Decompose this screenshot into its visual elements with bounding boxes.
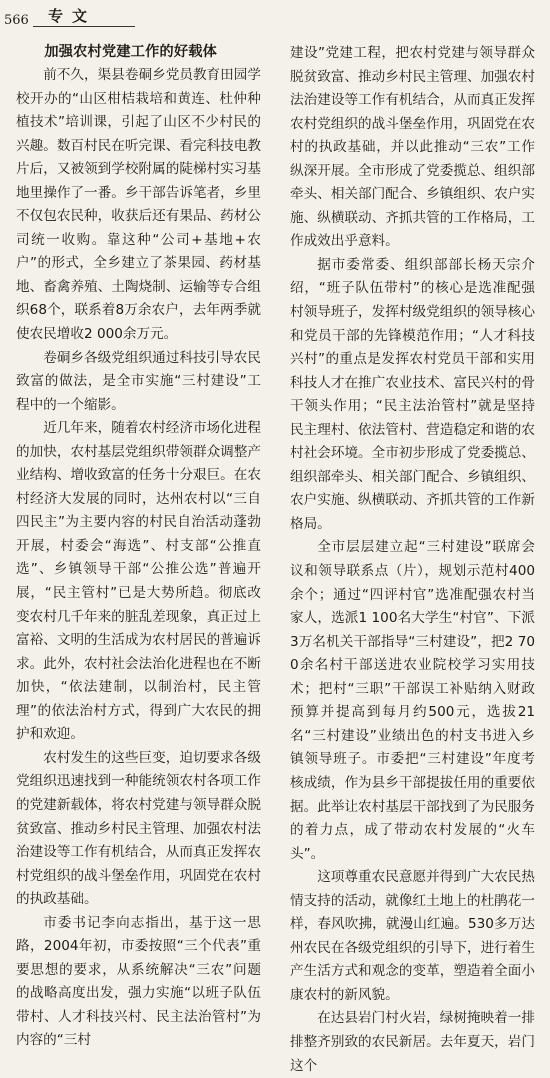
page-header [0, 0, 550, 34]
paragraph: 全市层层建立起“三村建设”联席会议和领导联系点（片），规划示范村400余个；通过“四评村官”选准配强农村当家人，选派1 100名大学生“村官”、下派3万名机关干部指导“三村建设”，把2 700余名村干部送进农业院校学习实用技术；把村“三职”干部误工补贴纳入财政预算并提高到每月约500元，选拔21名“三村建设”业绩出色的村支书进入乡镇领导班子。市委把“三村建设”年度考核成绩，作为县乡干部提拔任用的重要依据。此举让农村基层干部找到了为民服务的着力点，成了带动农村发展的“火车头”。 [290, 539, 535, 862]
paragraph: 近几年来，随着农村经济市场化进程的加快，农村基层党组织带领群众调整产业结构、增收致富的任务十分艰巨。在农村经济大发展的同时，达州农村以“三自四民主”为主要内容的村民自治活动蓬勃开展，村委会“海选”、村支部“公推直选”、乡镇领导干部“公推公选”普遍开展，“民主管村”已是大势所趋。彻底改变农村几千年来的脏乱差现象，真正过上富裕、文明的生活成为农村居民的普遍诉求。此外，农村社会法治化进程也在不断加快，“依法建制，以制治村，民主管理”的依法治村方式，得到广大农民的拥护和欢迎。 [16, 420, 261, 743]
paragraph: 前不久，渠县卷硐乡党员教育田园学校开办的“山区柑桔栽培和黄连、杜仲种植技术”培训课，引起了山区不少村民的兴趣。数百村民在听完课、看完科技电教片后，又被领到学校附属的陡梯村实习基地里操作了一番。乡干部告诉笔者，乡里不仅包农民种，收获后还有果品、药材公司统一收购。靠这种“公司+基地+农户”的形式，全乡建立了茶果园、药材基地、畜禽养殖、土陶烧制、运输等专合组织68个，联系着8万余农户，去年两季就使农民增收2 000余万元。 [16, 67, 261, 343]
paragraph: 市委书记李向志指出，基于这一思路，2004年初，市委按照“三个代表”重要思想的要求，从系统解决“三农”问题的战略高度出发，强力实施“以班子队伍带村、人才科技兴村、民主法治管村”为内容的“三村 [16, 914, 261, 1049]
paragraph: 这项尊重农民意愿并得到广大农民热情支持的活动，就像红土地上的杜鹃花一样，春风吹拂，就漫山红遍。530多万达州农民在各级党组织的引导下，进行着生产生活方式和观念的变革，塑造着全面小康农村的新风貌。 [290, 869, 535, 1003]
section-label: 专文 [48, 7, 97, 25]
paragraph: 在达县岩门村火岩，绿树掩映着一排排整齐别致的农民新居。去年夏天，岩门这个 [290, 1010, 535, 1074]
article-title: 加强农村党建工作的好载体 [44, 44, 218, 60]
header-rule [33, 26, 135, 27]
paragraph: 农村发生的这些巨变，迫切要求各级党组织迅速找到一种能统领农村各项工作的党建新载体，将农村党建与领导群众脱贫致富、推动乡村民主管理、加强农村法治建设等工作有机结合，从而真正发挥农村党组织的战斗堡垒作用，巩固党在农村的执政基础。 [16, 749, 261, 908]
paragraph: 卷硐乡各级党组织通过科技引导农民致富的做法，是全市实施“三村建设”工程中的一个缩影。 [16, 349, 261, 413]
right-column [290, 42, 535, 1074]
paragraph-continued: 建设”党建工程，把农村党建与领导群众脱贫致富、推动乡村民主管理、加强农村法治建设等工作有机结合，从而真正发挥农村党组织的战斗堡垒作用，巩固党在农村的执政基础，并以此推动“三农”工作纵深开展。全市形成了党委揽总、组织部牵头、相关部门配合、乡镇组织、农户实施、纵横联动、齐抓共管的工作格局，工作成效出乎意料。 [290, 45, 535, 250]
paragraph: 据市委常委、组织部部长杨天宗介绍，“班子队伍带村”的核心是选准配强村领导班子，发挥村级党组织的领导核心和党员干部的先锋模范作用；“人才科技兴村”的重点是发挥农村党员干部和实用科技人才在推广农业技术、富民兴村的骨干领头作用；“民主法治管村”就是坚持民主理村、依法管村、营造稳定和谐的农村社会环境。全市初步形成了党委揽总、组织部牵头、相关部门配合、乡镇组织、农户实施、纵横联动、齐抓共管的工作新格局。 [290, 256, 535, 532]
page-number: 566 [4, 13, 29, 28]
left-column [16, 40, 261, 1049]
